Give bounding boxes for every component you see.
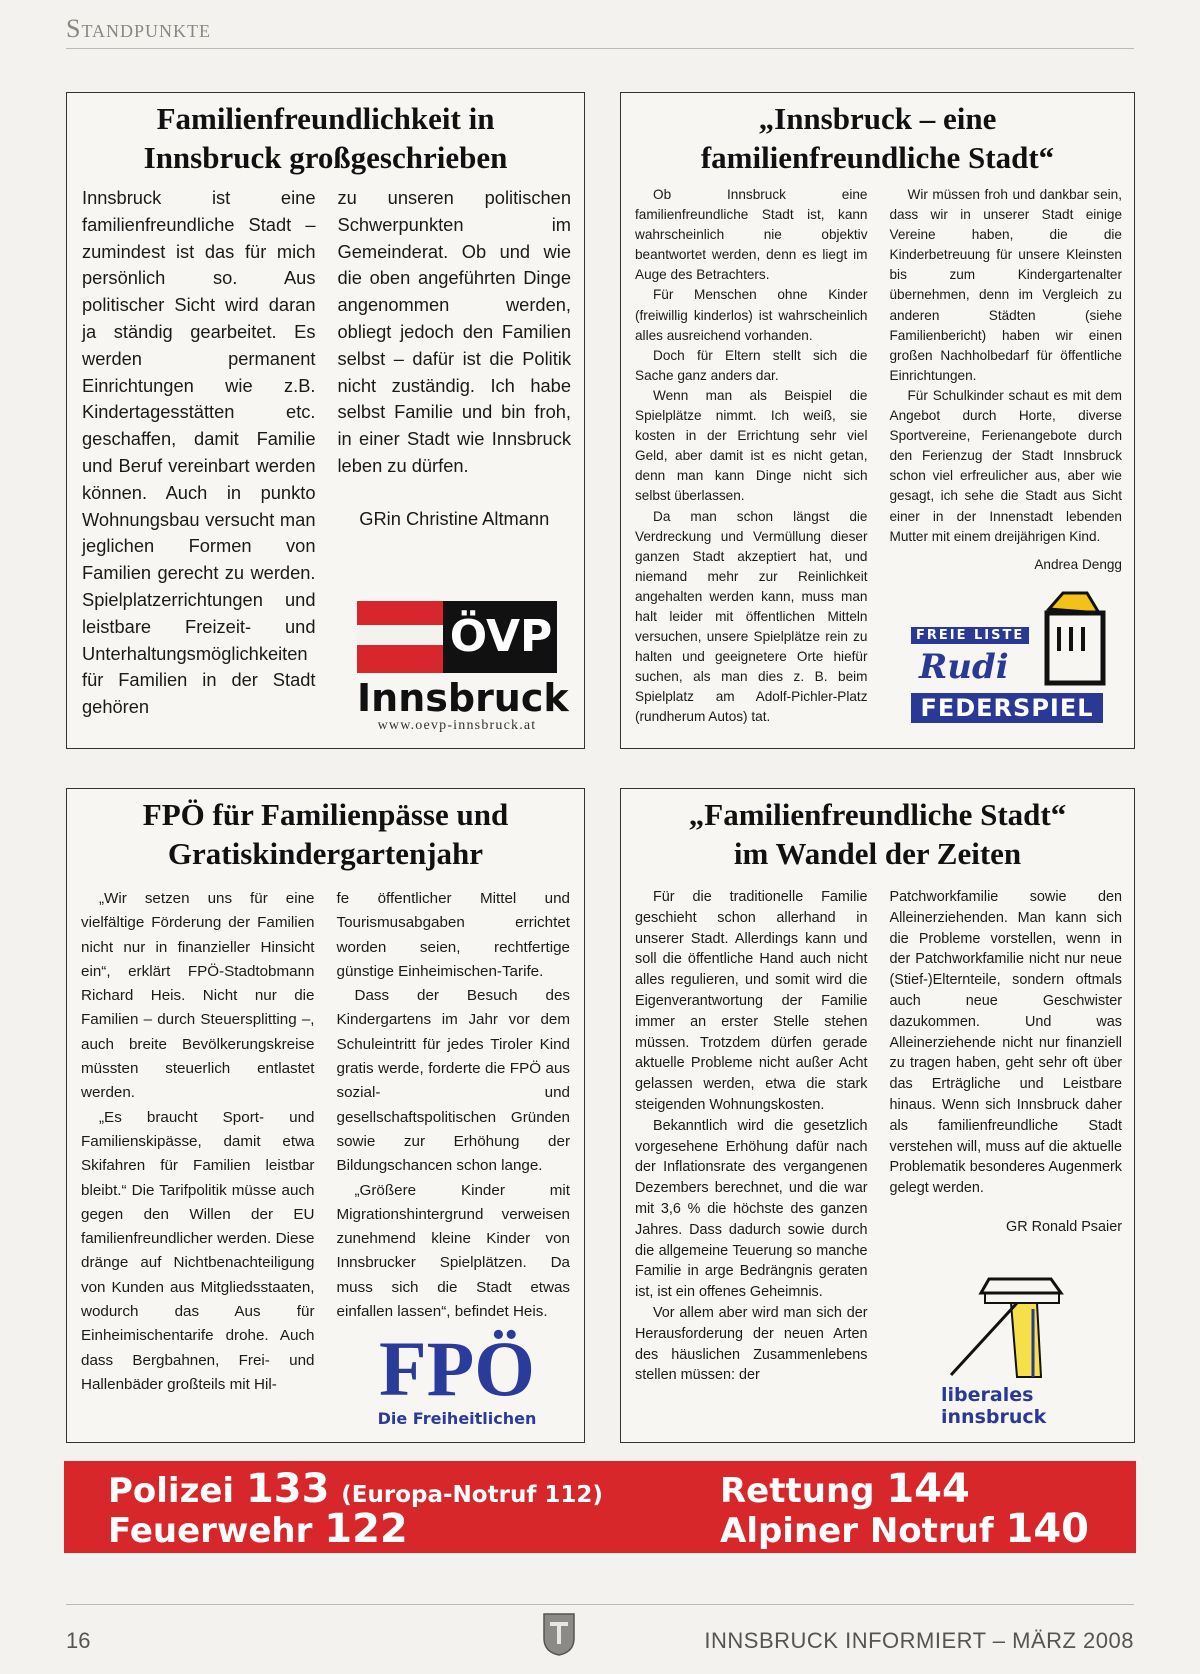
- page-number: 16: [66, 1628, 91, 1653]
- liberales-line1: liberales: [941, 1384, 1034, 1406]
- emergency-number: 122: [324, 1506, 408, 1552]
- body-paragraph: Wir müssen froh und dankbar sein, dass wir in unserer Stadt einige Vereine haben, die die Kinderbetreuung für unsere Kleinsten bis zum Kindergartenalter übernehmen, denn im Vergleich zu anderen Städten (siehe Familienbericht) haben wir einen großen Nachholbedarf für öffentliche Einrichtungen.: [889, 187, 1122, 383]
- article-liberales: [620, 788, 1135, 1443]
- article-oevp: [66, 92, 585, 749]
- city-crest-icon: [542, 1612, 576, 1656]
- title-line: Innsbruck großgeschrieben: [143, 140, 508, 175]
- emergency-label: Polizei: [108, 1471, 235, 1511]
- fpoe-logo-text: FPÖ: [379, 1325, 535, 1412]
- emergency-note: (Europa-Notruf 112): [341, 1482, 603, 1508]
- body-paragraph: „Es braucht Sport- und Familienskipässe, damit etwa Skifahren für Familien leistbar bleibt.“ Die Tarifpolitik müsse auch gegen den Willen der EU familienfreundlicher werden. Diese dränge auf Nichtbenachteiligung von Kunden aus Mitgliedsstaaten, wodurch das Aus für Einheimischentarife drohe. Auch dass Bergbahnen, Frei- und Hallenbäder großteils mit Hil-: [81, 1108, 315, 1393]
- top-divider: [66, 48, 1134, 49]
- article-freie-liste: [620, 92, 1135, 749]
- freie-liste-label: FREIE LISTE: [911, 627, 1029, 644]
- body-paragraph: Ob Innsbruck eine familienfreundliche Stadt ist, kann wahrscheinlich nie objektiv beantwortet werden, denn es liegt im Auge des Betrachters.: [635, 187, 868, 283]
- federspiel-label: FEDERSPIEL: [911, 693, 1103, 723]
- title-line: Familienfreundlichkeit in: [156, 101, 495, 136]
- emergency-number: 144: [886, 1466, 970, 1512]
- emergency-label: Feuerwehr: [108, 1511, 313, 1551]
- liberales-logo: [941, 1259, 1081, 1429]
- emergency-rettung: [720, 1466, 970, 1512]
- oevp-logo-text: ÖVP: [449, 611, 553, 662]
- rudi-signature: Rudi: [919, 647, 1009, 687]
- emergency-alpin: [720, 1506, 1090, 1552]
- body-paragraph: Dass der Besuch des Kindergartens im Jahr vor dem Schuleintritt für jedes Tiroler Kind gratis werde, forderte die FPÖ aus sozial- und gesellschaftspolitischen Gründen sowie zur Erhöhung der Bildungschancen schon lange.: [336, 987, 570, 1175]
- body-text: zu unseren politischen Schwerpunkten im Gemeinderat. Ob und wie die oben angeführten Dinge angenommen werden, obliegt jedoch den Familien selbst – dafür ist die Politik nicht zuständig. Ich habe selbst Familie und bin froh, in einer Stadt wie Innsbruck leben zu dürfen.: [337, 187, 571, 476]
- publication-title: INNSBRUCK INFORMIERT – MÄRZ 2008: [704, 1628, 1134, 1653]
- emergency-label: Alpiner Notruf: [720, 1511, 994, 1551]
- title-line: im Wandel der Zeiten: [733, 836, 1022, 871]
- freie-liste-logo: [911, 591, 1111, 725]
- body-text: Innsbruck ist eine familienfreundliche Stadt – zumindest ist das für mich persönlich so. Aus politischer Sicht wird daran ja ständig gearbeitet. Es werden permanent Einrichtungen wie z.B. Kindertagesstätten etc. geschaffen, damit Familie und Beruf vereinbart werden können. Auch in punkto Wohnungsbau versucht man jeglichen Formen von Familien gerecht zu werden. Spielplatzerrichtungen und leistbare Freizeit- und Unterhaltungsmöglichkeiten für Familien in der Stadt gehören: [82, 187, 316, 718]
- author: GR Ronald Psaier: [1006, 1218, 1122, 1235]
- section-title: Standpunkte: [66, 14, 212, 43]
- oevp-logo-url: www.oevp-innsbruck.at: [377, 718, 537, 733]
- body-paragraph: Wenn man als Beispiel die Spielplätze nimmt. Ich weiß, sie kosten in der Errichtung sehr viel Geld, aber damit ist es nicht getan, denn man kann Dinge nicht sich selbst überlassen.: [635, 387, 868, 504]
- title-line: FPÖ für Familienpässe und: [142, 797, 509, 832]
- bottom-divider: [66, 1604, 1134, 1605]
- ski-jump-icon: [941, 1259, 1081, 1379]
- body-paragraph: Bekanntlich wird die gesetzlich vorgesehene Erhöhung dafür nach der Inflationsrate des vergangenen Dezembers berechnet, und die war mit 3,6 % die höchste des ganzen Jahres. Dass dadurch sowie durch die allgemeine Teuerung so manche Familie in arge Bedrängnis geraten ist, ist ein offenes Geheimnis.: [635, 1117, 868, 1301]
- article-title: [67, 795, 584, 873]
- article-fpoe: [66, 788, 585, 1443]
- body-paragraph: Patchworkfamilie sowie den Alleinerziehenden. Man kann sich die Probleme vorstellen, wenn in der Patchworkfamilie nicht nur neue (Stief-)Elternteile, sondern oftmals auch neue Geschwister dazukommen. Und was Alleinerziehende nicht nur finanziell zu tragen haben, geht sehr oft über das Erträgliche und Leistbare hinaus. Wenn sich Innsbruck daher als familienfreundliche Stadt verstehen will, muss auf die aktuelle Problematik besonderes Augenmerk gelegt werden.: [889, 889, 1122, 1197]
- body-paragraph: Für die traditionelle Familie geschieht schon allerhand in unserer Stadt. Allerdings kann und soll die öffentliche Hand auch nicht alles regulieren, und somit wird die Eigenverantwortung der Familie immer an erster Stelle stehen müssen. Trotzdem dürfen gerade aktuelle Probleme nicht außer Acht gelassen werden, etwa die stark steigenden Wohnungskosten.: [635, 889, 868, 1113]
- oevp-logo: [357, 601, 569, 734]
- body-paragraph: „Größere Kinder mit Migrationshintergrund verweisen zunehmend kleine Kinder von Innsbrucker Spielplätzen. Da muss sich die Stadt etwas einfallen lassen“, befindet Heis.: [336, 1181, 570, 1321]
- emergency-feuerwehr: [108, 1506, 408, 1552]
- body-paragraph: Für Schulkinder schaut es mit dem Angebot durch Horte, diverse Sportvereine, Ferienangebote durch den Ferienzug der Stadt Innsbruck schon viel erfreulicher aus, aber wie gesagt, ich sehe die Stadt aus Sicht einer in der Innenstadt lebenden Mutter mit einem dreijährigen Kind.: [889, 387, 1122, 544]
- oevp-logo-city: Innsbruck: [357, 676, 569, 720]
- article-title: [621, 99, 1134, 177]
- article-body: [81, 887, 570, 1397]
- title-line: „Innsbruck – eine: [758, 101, 997, 136]
- article-title: [621, 795, 1134, 873]
- emergency-number: 133: [245, 1466, 330, 1512]
- body-paragraph: fe öffentlicher Mittel und Tourismusabgaben errichtet worden seien, rechtfertige günstige Einheimischen-Tarife.: [336, 890, 570, 980]
- author: Andrea Dengg: [1034, 556, 1122, 572]
- emergency-number: 140: [1005, 1506, 1090, 1552]
- author: GRin Christine Altmann: [359, 507, 550, 529]
- emergency-label: Rettung: [720, 1471, 875, 1511]
- body-paragraph: Vor allem aber wird man sich der Herausforderung der neuen Arten des häuslichen Zusammenlebens stellen müssen: der: [635, 1304, 868, 1384]
- title-line: „Familienfreundliche Stadt“: [688, 797, 1067, 832]
- body-paragraph: Für Menschen ohne Kinder (freiwillig kinderlos) ist wahrscheinlich alles ausreichend vorhanden.: [635, 287, 868, 343]
- fpoe-logo: [357, 1325, 557, 1428]
- title-line: familienfreundliche Stadt“: [700, 140, 1055, 175]
- article-title: [67, 99, 584, 177]
- fpoe-logo-sub: Die Freiheitlichen: [377, 1409, 537, 1428]
- emergency-numbers-banner: [64, 1461, 1136, 1553]
- body-paragraph: „Wir setzen uns für eine vielfältige Förderung der Familien nicht nur in finanzieller Hinsicht ein“, erklärt FPÖ-Stadtobmann Richard Heis. Nicht nur die Familien – durch Steuersplitting –, auch breite Bevölkerungskreise müssten steuerlich entlastet werden.: [81, 890, 315, 1102]
- liberales-line2: innsbruck: [941, 1406, 1047, 1428]
- title-line: Gratiskindergartenjahr: [167, 836, 484, 871]
- body-paragraph: Doch für Eltern stellt sich die Sache ganz anders dar.: [635, 347, 868, 383]
- body-paragraph: Da man schon längst die Verdreckung und Vermüllung dieser ganzen Stadt akzeptiert hat, und niemand mehr zur Reinlichkeit angehalten werden kann, muss man halt leider mit öffentlichen Mitteln versuchen, unsere Spielplätze rein zu halten und geeignetere Orte hiefür suchen, als man dies z. B. beim Spielplatz am Adolf-Pichler-Platz (rundherum Autos) tat.: [635, 508, 868, 725]
